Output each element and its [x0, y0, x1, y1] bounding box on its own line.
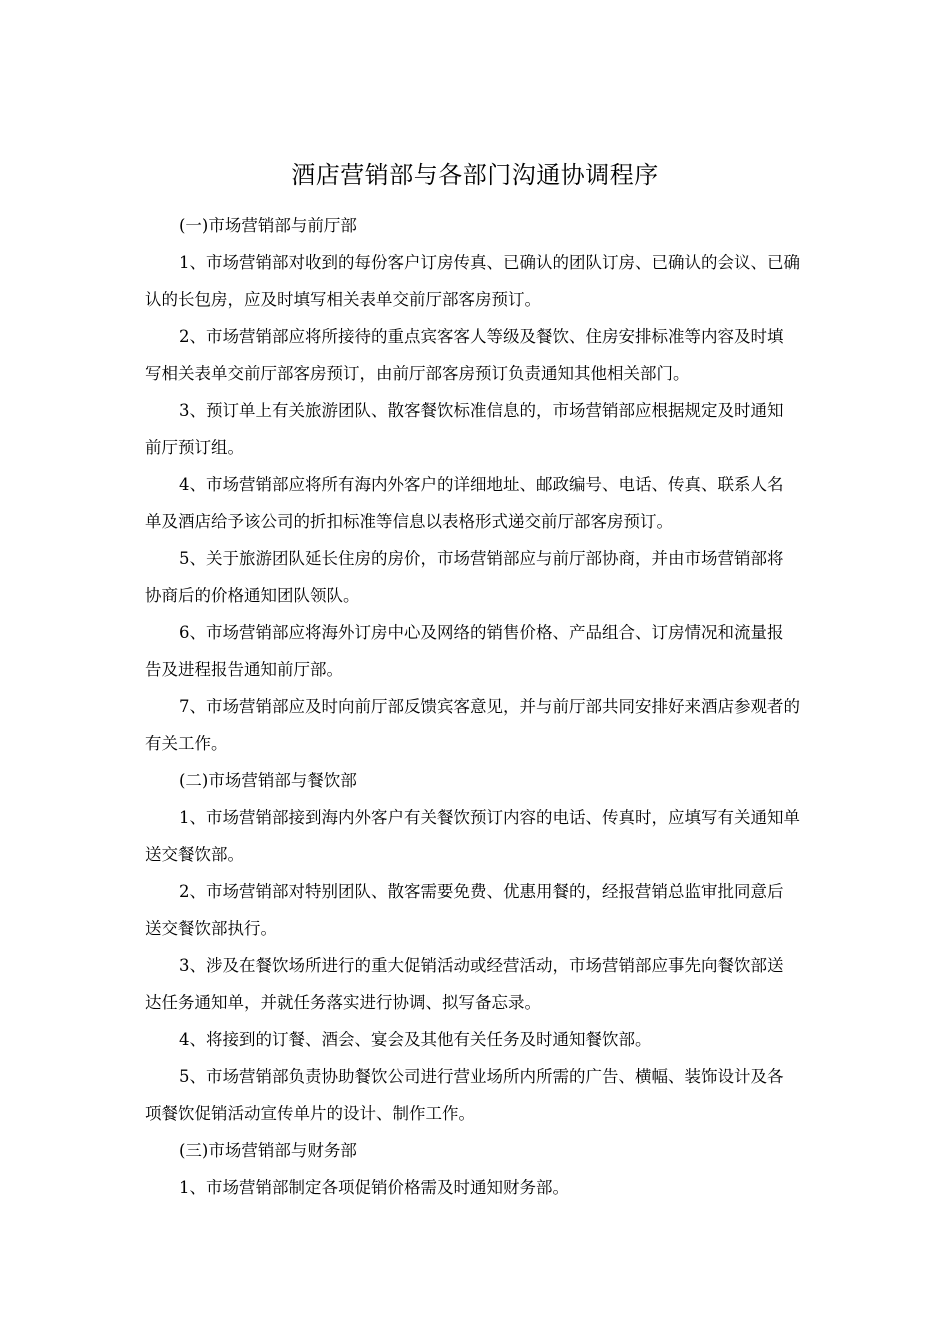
paragraph-line-start: 4、市场营销部应将所有海内外客户的详细地址、邮政编号、电话、传真、联系人名 — [179, 475, 784, 494]
paragraph-line-start: 3、预订单上有关旅游团队、散客餐饮标准信息的，市场营销部应根据规定及时通知 — [179, 401, 784, 420]
paragraph-line: 达任务通知单，并就任务落实进行协调、拟写备忘录。 — [145, 993, 541, 1012]
paragraph-line-start: 2、市场营销部对特别团队、散客需要免费、优惠用餐的，经报营销总监审批同意后 — [179, 882, 784, 901]
paragraph-line-start: 5、市场营销部负责协助餐饮公司进行营业场所内所需的广告、横幅、装饰设计及各 — [179, 1067, 784, 1086]
paragraph-line-start: 7、市场营销部应及时向前厅部反馈宾客意见，并与前厅部共同安排好来酒店参观者的 — [179, 697, 800, 716]
paragraph-line: 送交餐饮部执行。 — [145, 919, 277, 938]
paragraph-line: 协商后的价格通知团队领队。 — [145, 586, 360, 605]
paragraph-line: 有关工作。 — [145, 734, 228, 753]
paragraph-line: 送交餐饮部。 — [145, 845, 244, 864]
document-title: 酒店营销部与各部门沟通协调程序 — [291, 161, 659, 189]
paragraph-line-start: 1、市场营销部接到海内外客户有关餐饮预订内容的电话、传真时，应填写有关通知单 — [179, 808, 800, 827]
paragraph-line-start: 6、市场营销部应将海外订房中心及网络的销售价格、产品组合、订房情况和流量报 — [179, 623, 784, 642]
paragraph-line-start: 1、市场营销部对收到的每份客户订房传真、已确认的团队订房、已确认的会议、已确 — [179, 253, 800, 272]
paragraph-line-start: 3、涉及在餐饮场所进行的重大促销活动或经营活动，市场营销部应事先向餐饮部送 — [179, 956, 784, 975]
paragraph-line-start: 1、市场营销部制定各项促销价格需及时通知财务部。 — [179, 1178, 569, 1197]
paragraph-line-start: 4、将接到的订餐、酒会、宴会及其他有关任务及时通知餐饮部。 — [179, 1030, 652, 1049]
paragraph-line-start: (二)市场营销部与餐饮部 — [179, 771, 357, 790]
paragraph-line: 单及酒店给予该公司的折扣标准等信息以表格形式递交前厅部客房预订。 — [145, 512, 673, 531]
paragraph-line: 告及进程报告通知前厅部。 — [145, 660, 343, 679]
paragraph-line-start: 5、关于旅游团队延长住房的房价，市场营销部应与前厅部协商，并由市场营销部将 — [179, 549, 784, 568]
paragraph-line: 认的长包房，应及时填写相关表单交前厅部客房预订。 — [145, 290, 541, 309]
paragraph-line-start: (一)市场营销部与前厅部 — [179, 216, 357, 235]
paragraph-line-start: (三)市场营销部与财务部 — [179, 1141, 357, 1160]
paragraph-line: 写相关表单交前厅部客房预订，由前厅部客房预订负责通知其他相关部门。 — [145, 364, 690, 383]
paragraph-line-start: 2、市场营销部应将所接待的重点宾客客人等级及餐饮、住房安排标准等内容及时填 — [179, 327, 784, 346]
paragraph-line: 前厅预订组。 — [145, 438, 244, 457]
paragraph-line: 项餐饮促销活动宣传单片的设计、制作工作。 — [145, 1104, 475, 1123]
document-body — [145, 207, 810, 1206]
